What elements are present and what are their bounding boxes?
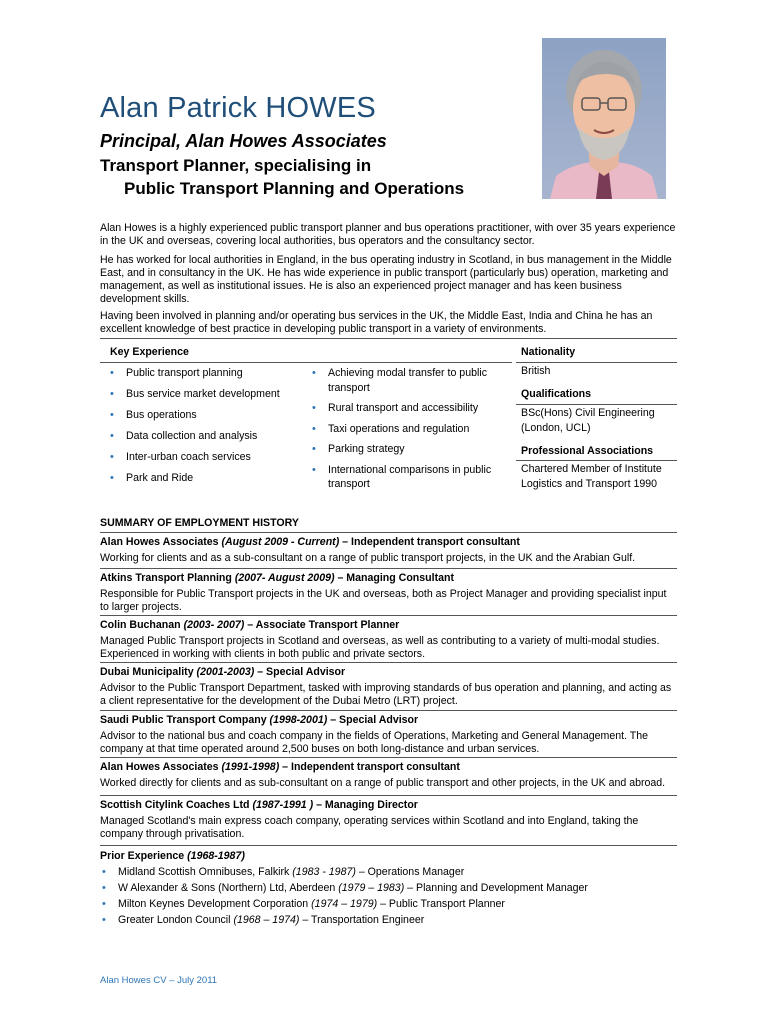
divider [100,795,677,796]
bullet-icon: • [102,882,106,894]
cv-subtitle: Principal, Alan Howes Associates [100,131,387,151]
divider [100,615,677,616]
bullet-icon: • [312,443,316,455]
key-experience-list-1 [108,366,298,486]
nationality-value: British [521,365,551,377]
qualifications-value: BSc(Hons) Civil Engineering (London, UCL) [521,407,655,434]
bullet-icon: • [102,898,106,910]
cv-name: Alan Patrick HOWES [100,92,376,124]
bullet-icon: • [110,472,114,484]
bullet-icon: • [110,367,114,379]
associations-value: Chartered Member of Institute Logistics and Transport 1990 [521,463,662,490]
bullet-icon: • [102,914,106,926]
divider [100,662,677,663]
prior-experience: Prior Experience (1968-1987) • Midland Scottish Omnibuses, Falkirk (1983 - 1987) – Operations Manager • W Alexander & Sons (Northern) Ltd, Aberdeen (1979 – 1983) – Planning and Development Manager • Milton Keynes Development Corporation (1974 – 1979) – Public Transport Planner • Greater London Council (1968 – 1974) – Transportation Engineer [100,849,677,928]
divider [100,338,677,339]
prior-heading: Prior Experience [100,850,185,862]
employment-entry: Saudi Public Transport Company (1998-2001) – Special Advisor Advisor to the national bus and coach company in the fields of Operations, Marketing and General Management. The company at that time operated around 2,500 buses on both long-distance and urban services. [100,714,649,755]
employment-entry: Alan Howes Associates (August 2009 - Current) – Independent transport consultant Working for clients and as a sub-consultant on a range of public transport projects, in the UK and the Arabian Gulf. [100,536,636,564]
bullet-icon: • [102,866,106,878]
list-item: • W Alexander & Sons (Northern) Ltd, Aberdeen (1979 – 1983) – Planning and Development Manager [102,882,588,894]
bullet-icon: • [110,430,114,442]
bullet-icon: • [312,367,316,379]
bullet-icon: • [110,388,114,400]
list-item: • Data collection and analysis [110,430,258,442]
key-experience-list-2 [310,366,510,492]
list-item: • Public transport planning [110,367,243,379]
divider [100,757,677,758]
list-item: • Parking strategy [312,443,405,455]
portrait-photo [542,38,666,199]
associations-heading: Professional Associations [521,445,654,457]
key-experience-heading: Key Experience [110,346,189,358]
list-item: • Achieving modal transfer to public transport [312,367,487,394]
intro-paragraph-2: He has worked for local authorities in England, in the bus operating industry in Scotland, in bus management in the Middle East, and in consultancy in the UK. He has wide experience in public transport (particularly bus) operation, marketing and management, as well as institutional issues. He is also an experienced project manager and has keen business development skills. [100,254,672,305]
employment-entry: Dubai Municipality (2001-2003) – Special Advisor Advisor to the Public Transport Department, tasked with improving standards of bus operation and planning, and acting as a client representative for the development of the Dubai Metro (LRT) project. [100,666,672,707]
cv-role-line-2: Public Transport Planning and Operations [124,179,465,198]
divider [100,710,677,711]
divider [100,362,512,363]
employment-heading: SUMMARY OF EMPLOYMENT HISTORY [100,517,299,529]
divider [100,845,677,846]
divider [516,460,677,461]
list-item: • Park and Ride [110,472,194,484]
intro-paragraph-3: Having been involved in planning and/or operating bus services in the UK, the Middle East, India and China he has an excellent knowledge of best practice in developing public transport in a variety of environments. [100,310,653,335]
bullet-icon: • [312,402,316,414]
list-item: • Greater London Council (1968 – 1974) – Transportation Engineer [102,914,425,926]
cv-role-line-1: Transport Planner, specialising in [100,156,372,175]
employment-entry: Colin Buchanan (2003- 2007) – Associate Transport Planner Managed Public Transport projects in Scotland and overseas, as well as contributing to a variety of multi-modal studies. Experienced in working with clients in both public and private sectors. [100,619,660,660]
list-item: • Midland Scottish Omnibuses, Falkirk (1983 - 1987) – Operations Manager [102,866,465,878]
bullet-icon: • [312,463,316,476]
intro-paragraph-1: Alan Howes is a highly experienced public transport planner and bus operations practitioner, with over 35 years experience in the UK and overseas, covering local authorities, bus operators and the consultancy sector. [100,222,676,247]
bullet-icon: • [110,451,114,463]
page-footer: Alan Howes CV – July 2011 [100,975,218,986]
employment-entry: Alan Howes Associates (1991-1998) – Independent transport consultant Worked directly for clients and as sub-consultant on a range of public transport and other projects, in the UK and abroad. [100,761,666,789]
bullet-icon: • [312,422,316,435]
list-item: • Milton Keynes Development Corporation (1974 – 1979) – Public Transport Planner [102,898,505,910]
divider [100,568,677,569]
list-item: • Bus service market development [110,388,280,400]
divider [516,404,677,405]
employment-entry: Scottish Citylink Coaches Ltd (1987-1991 ) – Managing Director Managed Scotland's main express coach company, operating services within Scotland and into England, taking the company through privatisation. [100,799,639,840]
qualifications-heading: Qualifications [521,388,592,400]
list-item: • International comparisons in public transport [312,463,492,490]
bullet-icon: • [110,409,114,421]
employment-entry: Atkins Transport Planning (2007- August 2009) – Managing Consultant Responsible for Public Transport projects in the UK and overseas, both as Project Manager and providing specialist input to larger projects. [100,572,667,613]
list-item: • Bus operations [110,409,197,421]
list-item: • Taxi operations and regulation [312,422,470,435]
divider [516,362,677,363]
nationality-heading: Nationality [521,346,576,358]
list-item: • Inter-urban coach services [110,451,251,463]
list-item: • Rural transport and accessibility [312,402,479,414]
prior-list [100,864,677,928]
divider [100,532,677,533]
